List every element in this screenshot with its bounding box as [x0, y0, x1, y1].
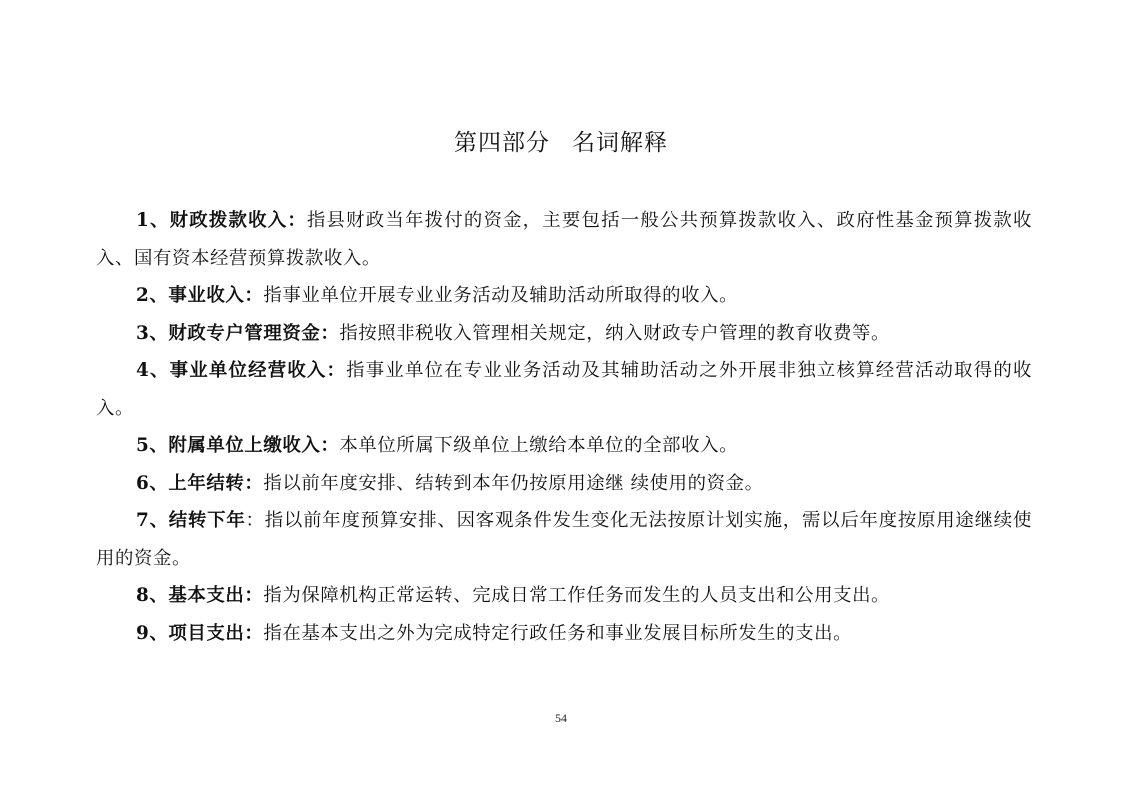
definition-number: 4、	[136, 360, 170, 381]
definition-text: 指以前年度安排、结转到本年仍按原用途继 续使用的资金。	[263, 472, 764, 494]
definition-number: 7、	[136, 510, 169, 531]
definition-item-4	[96, 352, 1032, 427]
definition-text: ：指以前年度预算安排、因客观条件发生变化无法按原计划实施，需以后年度按原用途继续使用的资金。	[96, 510, 1032, 569]
definition-item-2	[96, 277, 1032, 315]
definition-term: 项目支出：	[168, 622, 264, 644]
definition-item-7	[96, 502, 1032, 577]
definition-number: 3、	[136, 322, 169, 344]
section-title-part: 第四部分	[454, 130, 550, 156]
definition-number: 5、	[136, 435, 169, 456]
definition-item-6	[96, 465, 1032, 503]
definition-text: 指县财政当年拨付的资金，主要包括一般公共预算拨款收入、政府性基金预算拨款收入、国有资本经营预算拨款收入。	[96, 210, 1033, 269]
definition-text: 指为保障机构正常运转、完成日常工作任务而发生的人员支出和公用支出。	[263, 585, 891, 606]
definition-number: 6、	[136, 472, 169, 494]
page-number: 54	[555, 711, 567, 725]
definition-term: 事业收入：	[168, 285, 264, 306]
definition-item-5	[96, 427, 1032, 465]
definition-number: 8、	[136, 585, 169, 606]
definition-term: 财政专户管理资金：	[168, 322, 340, 344]
definition-item-1	[96, 202, 1032, 277]
definition-term: 财政拨款收入：	[169, 210, 307, 231]
definition-term: 附属单位上缴收入：	[168, 435, 340, 456]
definition-term: 上年结转：	[168, 472, 264, 494]
definition-text: 指按照非税收入管理相关规定，纳入财政专户管理的教育收费等。	[339, 322, 891, 344]
section-title	[0, 124, 1122, 157]
definition-text: 指在基本支出之外为完成特定行政任务和事业发展目标所发生的支出。	[263, 622, 853, 644]
definition-text: 指事业单位开展专业业务活动及辅助活动所取得的收入。	[263, 285, 739, 306]
definition-item-9	[96, 615, 1032, 653]
definitions-list	[96, 202, 1032, 652]
definition-number: 2、	[136, 285, 169, 306]
definition-text: 指事业单位在专业业务活动及其辅助活动之外开展非独立核算经营活动取得的收入。	[96, 360, 1033, 419]
definition-item-8	[96, 577, 1032, 615]
definition-term: 基本支出：	[168, 585, 264, 606]
definition-text: 本单位所属下级单位上缴给本单位的全部收入。	[339, 435, 739, 456]
definition-item-3	[96, 315, 1032, 353]
section-title-name: 名词解释	[572, 130, 668, 156]
definition-term: 事业单位经营收入：	[169, 360, 347, 381]
definition-term: 结转下年	[168, 510, 246, 531]
definition-number: 1、	[136, 210, 170, 231]
definition-number: 9、	[136, 622, 169, 644]
